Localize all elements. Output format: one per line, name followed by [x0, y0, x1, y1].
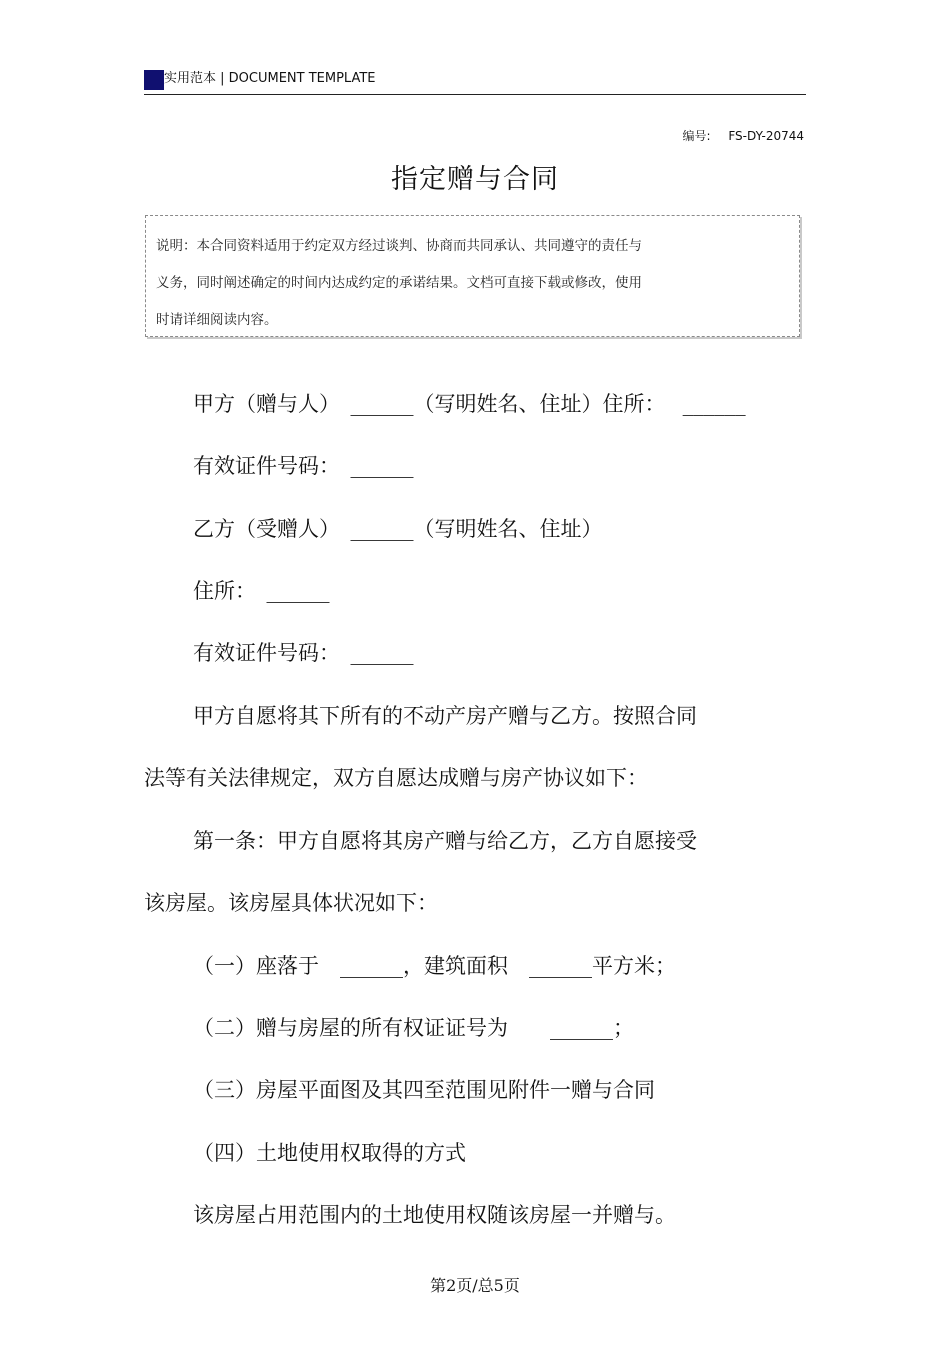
document-number-value: FS-DY-20744 — [728, 129, 804, 143]
party-b-address-line: 住所： ______ — [193, 579, 330, 603]
header-text: 实用范本 | DOCUMENT TEMPLATE — [164, 71, 376, 86]
intro-paragraph-line: 法等有关法律规定，双方自愿达成赠与房产协议如下： — [144, 766, 648, 790]
clause-item: （三）房屋平面图及其四至范围见附件一赠与合同 — [193, 1078, 655, 1102]
party-a-line: 甲方（赠与人） ______（写明姓名、住址）住所： ______ — [193, 392, 746, 416]
document-number — [682, 127, 804, 144]
logo-block — [144, 70, 164, 90]
article-one-line: 该房屋。该房屋具体状况如下： — [144, 891, 438, 915]
clause-item: （二）赠与房屋的所有权证证号为 ______； — [193, 1016, 634, 1040]
intro-paragraph-line: 甲方自愿将其下所有的不动产房产赠与乙方。按照合同 — [193, 704, 697, 728]
description-line: 时请详细阅读内容。 — [156, 312, 278, 328]
party-a-id-line: 有效证件号码： ______ — [193, 454, 414, 478]
land-use-line: 该房屋占用范围内的土地使用权随该房屋一并赠与。 — [193, 1203, 676, 1227]
party-b-line: 乙方（受赠人） ______（写明姓名、住址） — [193, 517, 603, 541]
document-title: 指定赠与合同 — [391, 164, 559, 195]
document-number-label: 编号: — [682, 129, 711, 143]
document-header — [144, 68, 806, 95]
page-indicator: 第2页/总5页 — [430, 1276, 520, 1295]
description-box — [145, 215, 800, 337]
clause-item: （四）土地使用权取得的方式 — [193, 1141, 466, 1165]
description-line: 说明：本合同资料适用于约定双方经过谈判、协商而共同承认、共同遵守的责任与 — [156, 238, 642, 254]
clause-item: （一）座落于 ______，建筑面积 ______平方米； — [193, 954, 676, 978]
party-b-id-line: 有效证件号码： ______ — [193, 641, 414, 665]
description-line: 义务，同时阐述确定的时间内达成约定的承诺结果。文档可直接下载或修改，使用 — [156, 275, 642, 291]
article-one-line: 第一条：甲方自愿将其房产赠与给乙方，乙方自愿接受 — [193, 829, 697, 853]
